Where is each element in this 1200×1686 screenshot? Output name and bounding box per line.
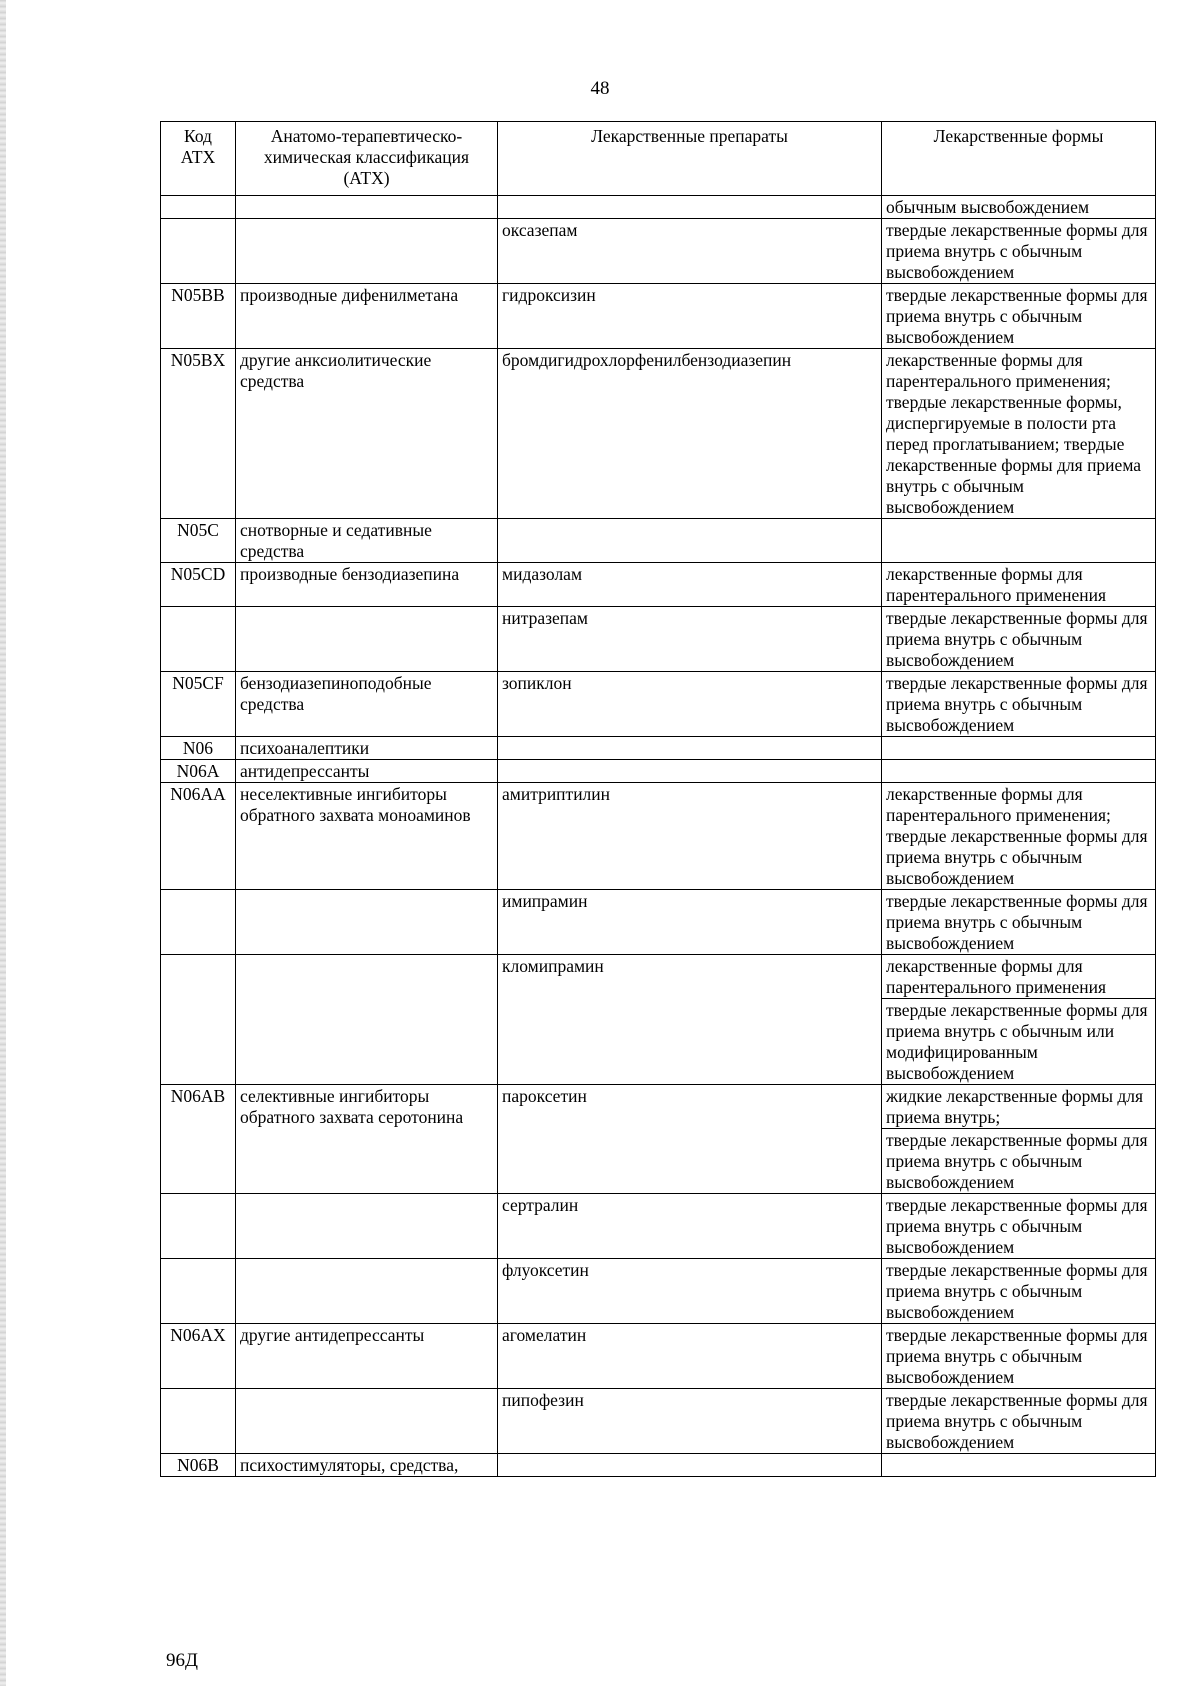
atx-table [160,121,1156,1477]
dosage-form: лекарственные формы для парентерального применения; твердые лекарственные формы для приема внутрь с обычным высвобождением [882,783,1156,890]
scan-edge [0,0,6,1686]
table-row [161,737,1156,760]
dosage-form: твердые лекарственные формы для приема внутрь с обычным высвобождением [882,219,1156,284]
atx-code [161,1259,236,1324]
atx-code: N06AX [161,1324,236,1389]
dosage-form: твердые лекарственные формы для приема внутрь с обычным высвобождением [882,1324,1156,1389]
drug-name: зопиклон [498,672,882,737]
table-row [161,1454,1156,1477]
atx-classification [236,955,498,1085]
table-row [161,196,1156,219]
table-row [161,1194,1156,1259]
drug-name: флуоксетин [498,1259,882,1324]
table-row [161,783,1156,890]
dosage-form: твердые лекарственные формы для приема внутрь с обычным высвобождением [882,1259,1156,1324]
atx-code [161,196,236,219]
drug-name: пипофезин [498,1389,882,1454]
header-drugs: Лекарственные препараты [498,122,882,196]
drug-name: кломипрамин [498,955,882,1085]
drug-name: нитразепам [498,607,882,672]
atx-code: N05C [161,519,236,563]
drug-name: амитриптилин [498,783,882,890]
drug-name [498,737,882,760]
table-row [161,672,1156,737]
atx-code: N05CD [161,563,236,607]
atx-code [161,1389,236,1454]
dosage-form [882,760,1156,783]
drug-name: мидазолам [498,563,882,607]
atx-classification: другие анксиолитические средства [236,349,498,519]
dosage-form: твердые лекарственные формы для приема внутрь с обычным высвобождением [882,890,1156,955]
dosage-form: твердые лекарственные формы для приема внутрь с обычным высвобождением [882,672,1156,737]
dosage-form: твердые лекарственные формы для приема внутрь с обычным или модифицированным высвобождением [882,999,1156,1085]
table-row [161,519,1156,563]
drug-name: гидроксизин [498,284,882,349]
table-row [161,563,1156,607]
table-row [161,1324,1156,1389]
atx-classification [236,1259,498,1324]
table-row [161,890,1156,955]
drug-name: оксазепам [498,219,882,284]
atx-code: N05BX [161,349,236,519]
dosage-form [882,737,1156,760]
drug-name: имипрамин [498,890,882,955]
atx-classification: неселективные ингибиторы обратного захвата моноаминов [236,783,498,890]
atx-classification: психоаналептики [236,737,498,760]
header-code: Код АТХ [161,122,236,196]
drug-name: агомелатин [498,1324,882,1389]
atx-code: N06A [161,760,236,783]
atx-classification: производные бензодиазепина [236,563,498,607]
atx-code [161,890,236,955]
atx-code: N06 [161,737,236,760]
atx-classification [236,890,498,955]
atx-classification [236,1389,498,1454]
atx-classification: психостимуляторы, средства, [236,1454,498,1477]
dosage-form [882,1454,1156,1477]
atx-code [161,219,236,284]
atx-code: N06AA [161,783,236,890]
atx-code: N06AB [161,1085,236,1194]
dosage-form: лекарственные формы для парентерального применения [882,955,1156,999]
table-row [161,1259,1156,1324]
atx-classification: другие антидепрессанты [236,1324,498,1389]
dosage-form: лекарственные формы для парентерального применения [882,563,1156,607]
dosage-form: твердые лекарственные формы для приема внутрь с обычным высвобождением [882,1129,1156,1194]
dosage-form: твердые лекарственные формы для приема внутрь с обычным высвобождением [882,1389,1156,1454]
drug-name: бромдигидрохлорфенилбензодиазепин [498,349,882,519]
table-row [161,284,1156,349]
atx-classification: снотворные и седативные средства [236,519,498,563]
header-classification: Анатомо-терапевтическо-химическая классификация (АТХ) [236,122,498,196]
page-number: 48 [590,78,610,99]
table-row [161,760,1156,783]
dosage-form: твердые лекарственные формы для приема внутрь с обычным высвобождением [882,1194,1156,1259]
atx-code: N05BB [161,284,236,349]
atx-classification [236,1194,498,1259]
atx-classification: производные дифенилметана [236,284,498,349]
atx-code [161,955,236,1085]
drug-name: сертралин [498,1194,882,1259]
drug-name [498,519,882,563]
atx-classification [236,219,498,284]
dosage-form: твердые лекарственные формы для приема внутрь с обычным высвобождением [882,607,1156,672]
atx-classification: антидепрессанты [236,760,498,783]
atx-code: N06B [161,1454,236,1477]
atx-code: N05CF [161,672,236,737]
table-row [161,349,1156,519]
table-header-row [161,122,1156,196]
document-code: 96Д [166,1650,198,1671]
atx-classification: селективные ингибиторы обратного захвата серотонина [236,1085,498,1194]
atx-classification: бензодиазепиноподобные средства [236,672,498,737]
atx-code [161,1194,236,1259]
atx-classification [236,607,498,672]
dosage-form: обычным высвобождением [882,196,1156,219]
drug-name [498,760,882,783]
atx-classification [236,196,498,219]
table-row [161,1389,1156,1454]
dosage-form: лекарственные формы для парентерального применения; твердые лекарственные формы, диспергируемые в полости рта перед проглатыванием; твердые лекарственные формы для приема внутрь с обычным высвобождением [882,349,1156,519]
table-row [161,1085,1156,1129]
dosage-form: жидкие лекарственные формы для приема внутрь; [882,1085,1156,1129]
table-row [161,607,1156,672]
table-row [161,955,1156,999]
dosage-form: твердые лекарственные формы для приема внутрь с обычным высвобождением [882,284,1156,349]
drug-name [498,1454,882,1477]
table-row [161,219,1156,284]
drug-name: пароксетин [498,1085,882,1194]
atx-code [161,607,236,672]
header-forms: Лекарственные формы [882,122,1156,196]
dosage-form [882,519,1156,563]
drug-name [498,196,882,219]
